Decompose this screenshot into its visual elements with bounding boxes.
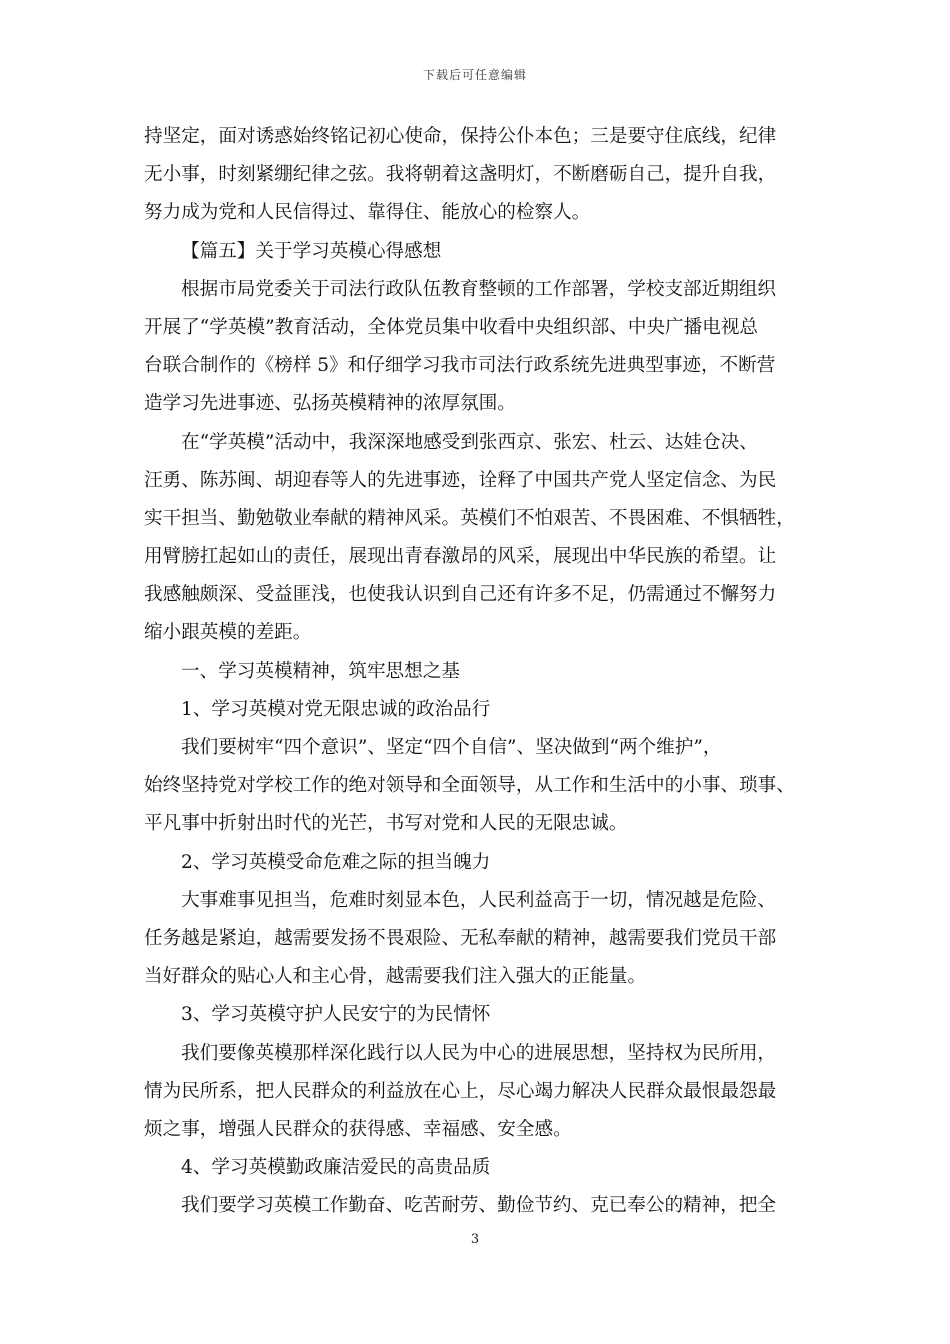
text-line: 我们要树牢“四个意识”、坚定“四个自信”、坚决做到“两个维护”， — [181, 737, 722, 758]
page-number: 3 — [470, 1232, 480, 1247]
text-line: 大事难事见担当，危难时刻显本色，人民利益高于一切，情况越是危险、 — [181, 889, 777, 911]
text-line: 在“学英模”活动中，我深深地感受到张西京、张宏、杜云、达娃仓决、 — [181, 431, 758, 453]
text-line: 持坚定，面对诱惑始终铭记初心使命，保持公仆本色；三是要守住底线，纪律 — [144, 126, 777, 147]
text-line: 造学习先进事迹、弘扬英模精神的浓厚氛围。 — [144, 393, 516, 415]
text-line: 任务越是紧迫，越需要发扬不畏艰险、无私奉献的精神，越需要我们党员干部 — [144, 927, 777, 949]
text-line: 缩小跟英模的差距。 — [144, 622, 312, 644]
text-line: 当好群众的贴心人和主心骨，越需要我们注入强大的正能量。 — [144, 966, 647, 988]
text-line: 平凡事中折射出时代的光芒，书写对党和人民的无限忠诚。 — [144, 813, 628, 835]
text-line: 情为民所系，把人民群众的利益放在心上，尽心竭力解决人民群众最恨最怨最 — [144, 1080, 777, 1102]
text-line: 1、学习英模对党无限忠诚的政治品行 — [181, 698, 491, 720]
text-line: 4、学习英模勤政廉洁爱民的高贵品质 — [181, 1157, 491, 1179]
text-line: 台联合制作的《榜样 5》和仔细学习我市司法行政系统先进典型事迹，不断营 — [144, 355, 776, 377]
text-line: 用臂膀扛起如山的责任，展现出青春激昂的风采，展现出中华民族的希望。让 — [144, 546, 777, 568]
text-line: 开展了“学英模”教育活动，全体党员集中收看中央组织部、中央广播电视总 — [144, 316, 759, 338]
text-line: 一、学习英模精神，筑牢思想之基 — [181, 660, 460, 682]
text-line: 3、学习英模守护人民安宁的为民情怀 — [181, 1004, 491, 1026]
text-line: 无小事，时刻紧绷纪律之弦。我将朝着这盏明灯，不断磨砺自己，提升自我， — [144, 164, 777, 186]
text-line: 努力成为党和人民信得过、靠得住、能放心的检察人。 — [144, 202, 591, 224]
text-line: 汪勇、陈苏闽、胡迎春等人的先进事迹，诠释了中国共产党人坚定信念、为民 — [144, 469, 777, 491]
document-body — [144, 118, 808, 1225]
text-line: 我们要像英模那样深化践行以人民为中心的进展思想，坚持权为民所用， — [181, 1042, 777, 1064]
text-line: 始终坚持党对学校工作的绝对领导和全面领导，从工作和生活中的小事、琐事、 — [144, 775, 795, 797]
text-line: 我们要学习英模工作勤奋、吃苦耐劳、勤俭节约、克已奉公的精神，把全 — [181, 1195, 777, 1217]
text-line: 【篇五】关于学习英模心得感想 — [181, 240, 442, 262]
text-line: 2、学习英模受命危难之际的担当魄力 — [181, 851, 491, 873]
text-line: 根据市局党委关于司法行政队伍教育整顿的工作部署，学校支部近期组织 — [181, 278, 777, 300]
text-line: 我感触颇深、受益匪浅，也使我认识到自己还有许多不足，仍需通过不懈努力 — [144, 584, 777, 606]
page-header: 下载后可任意编辑 — [422, 68, 527, 82]
text-line: 实干担当、勤勉敬业奉献的精神风采。英模们不怕艰苦、不畏困难、不惧牺牲， — [144, 507, 795, 529]
text-line: 烦之事，增强人民群众的获得感、幸福感、安全感。 — [144, 1118, 572, 1140]
